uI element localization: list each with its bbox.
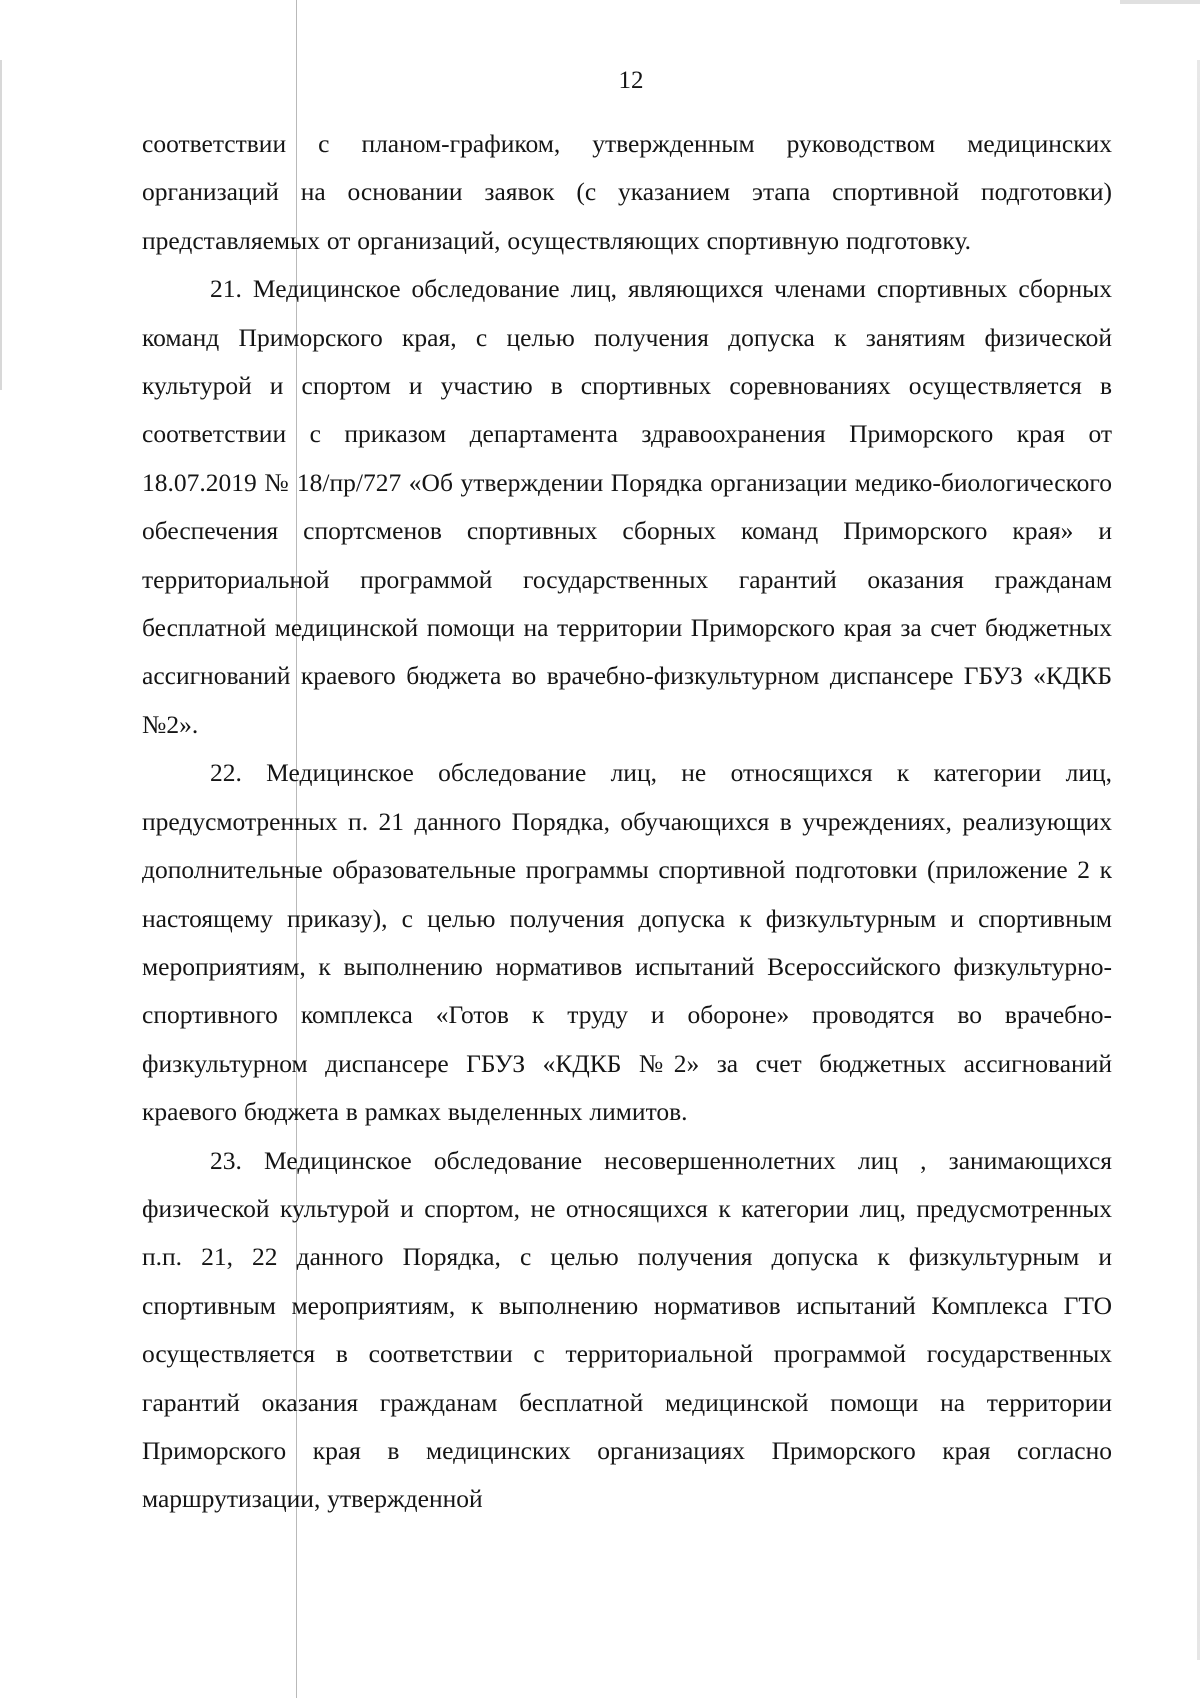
page-number: 12 <box>618 67 644 94</box>
document-body <box>142 120 1112 1524</box>
paragraph-21: 21. Медицинское обследование лиц, являющихся членами спортивных сборных команд Приморского края, с целью получения допуска к занятиям физической культурой и спортом и участию в спортивных соревнованиях осуществляется в соответствии с приказом департамента здравоохранения Приморского края от 18.07.2019 № 18/пр/727 «Об утверждении Порядка организации медико-биологического обеспечения спортсменов спортивных сборных команд Приморского края» и территориальной программой государственных гарантий оказания гражданам бесплатной медицинской помощи на территории Приморского края за счет бюджетных ассигнований краевого бюджета во врачебно-физкультурном диспансере ГБУЗ «КДКБ №2». <box>142 274 1112 739</box>
paragraph-22: 22. Медицинское обследование лиц, не относящихся к категории лиц, предусмотренных п. 21 данного Порядка, обучающихся в учреждениях, реализующих дополнительные образовательные программы спортивной подготовки (приложение 2 к настоящему приказу), с целью получения допуска к физкультурным и спортивным мероприятиям, к выполнению нормативов испытаний Всероссийского физкультурно-спортивного комплекса «Готов к труду и обороне» проводятся во врачебно-физкультурном диспансере ГБУЗ «КДКБ №2» за счет бюджетных ассигнований краевого бюджета в рамках выделенных лимитов. <box>142 758 1112 1127</box>
paragraph-23: 23. Медицинское обследование несовершеннолетних лиц , занимающихся физической культурой и спортом, не относящихся к категории лиц, предусмотренных п.п. 21, 22 данного Порядка, с целью получения допуска к физкультурным и спортивным мероприятиям, к выполнению нормативов испытаний Комплекса ГТО осуществляется в соответствии с территориальной программой государственных гарантий оказания гражданам бесплатной медицинской помощи на территории Приморского края в медицинских организациях Приморского края согласно маршрутизации, утвержденной <box>142 1145 1112 1514</box>
scan-artifact-top-corner <box>1120 0 1200 4</box>
paragraph-continuation: соответствии с планом-графиком, утвержденным руководством медицинских организаций на основании заявок (с указанием этапа спортивной подготовки) представляемых от организаций, осуществляющих спортивную подготовку. <box>142 129 1112 255</box>
scan-artifact-left-edge <box>0 60 2 390</box>
